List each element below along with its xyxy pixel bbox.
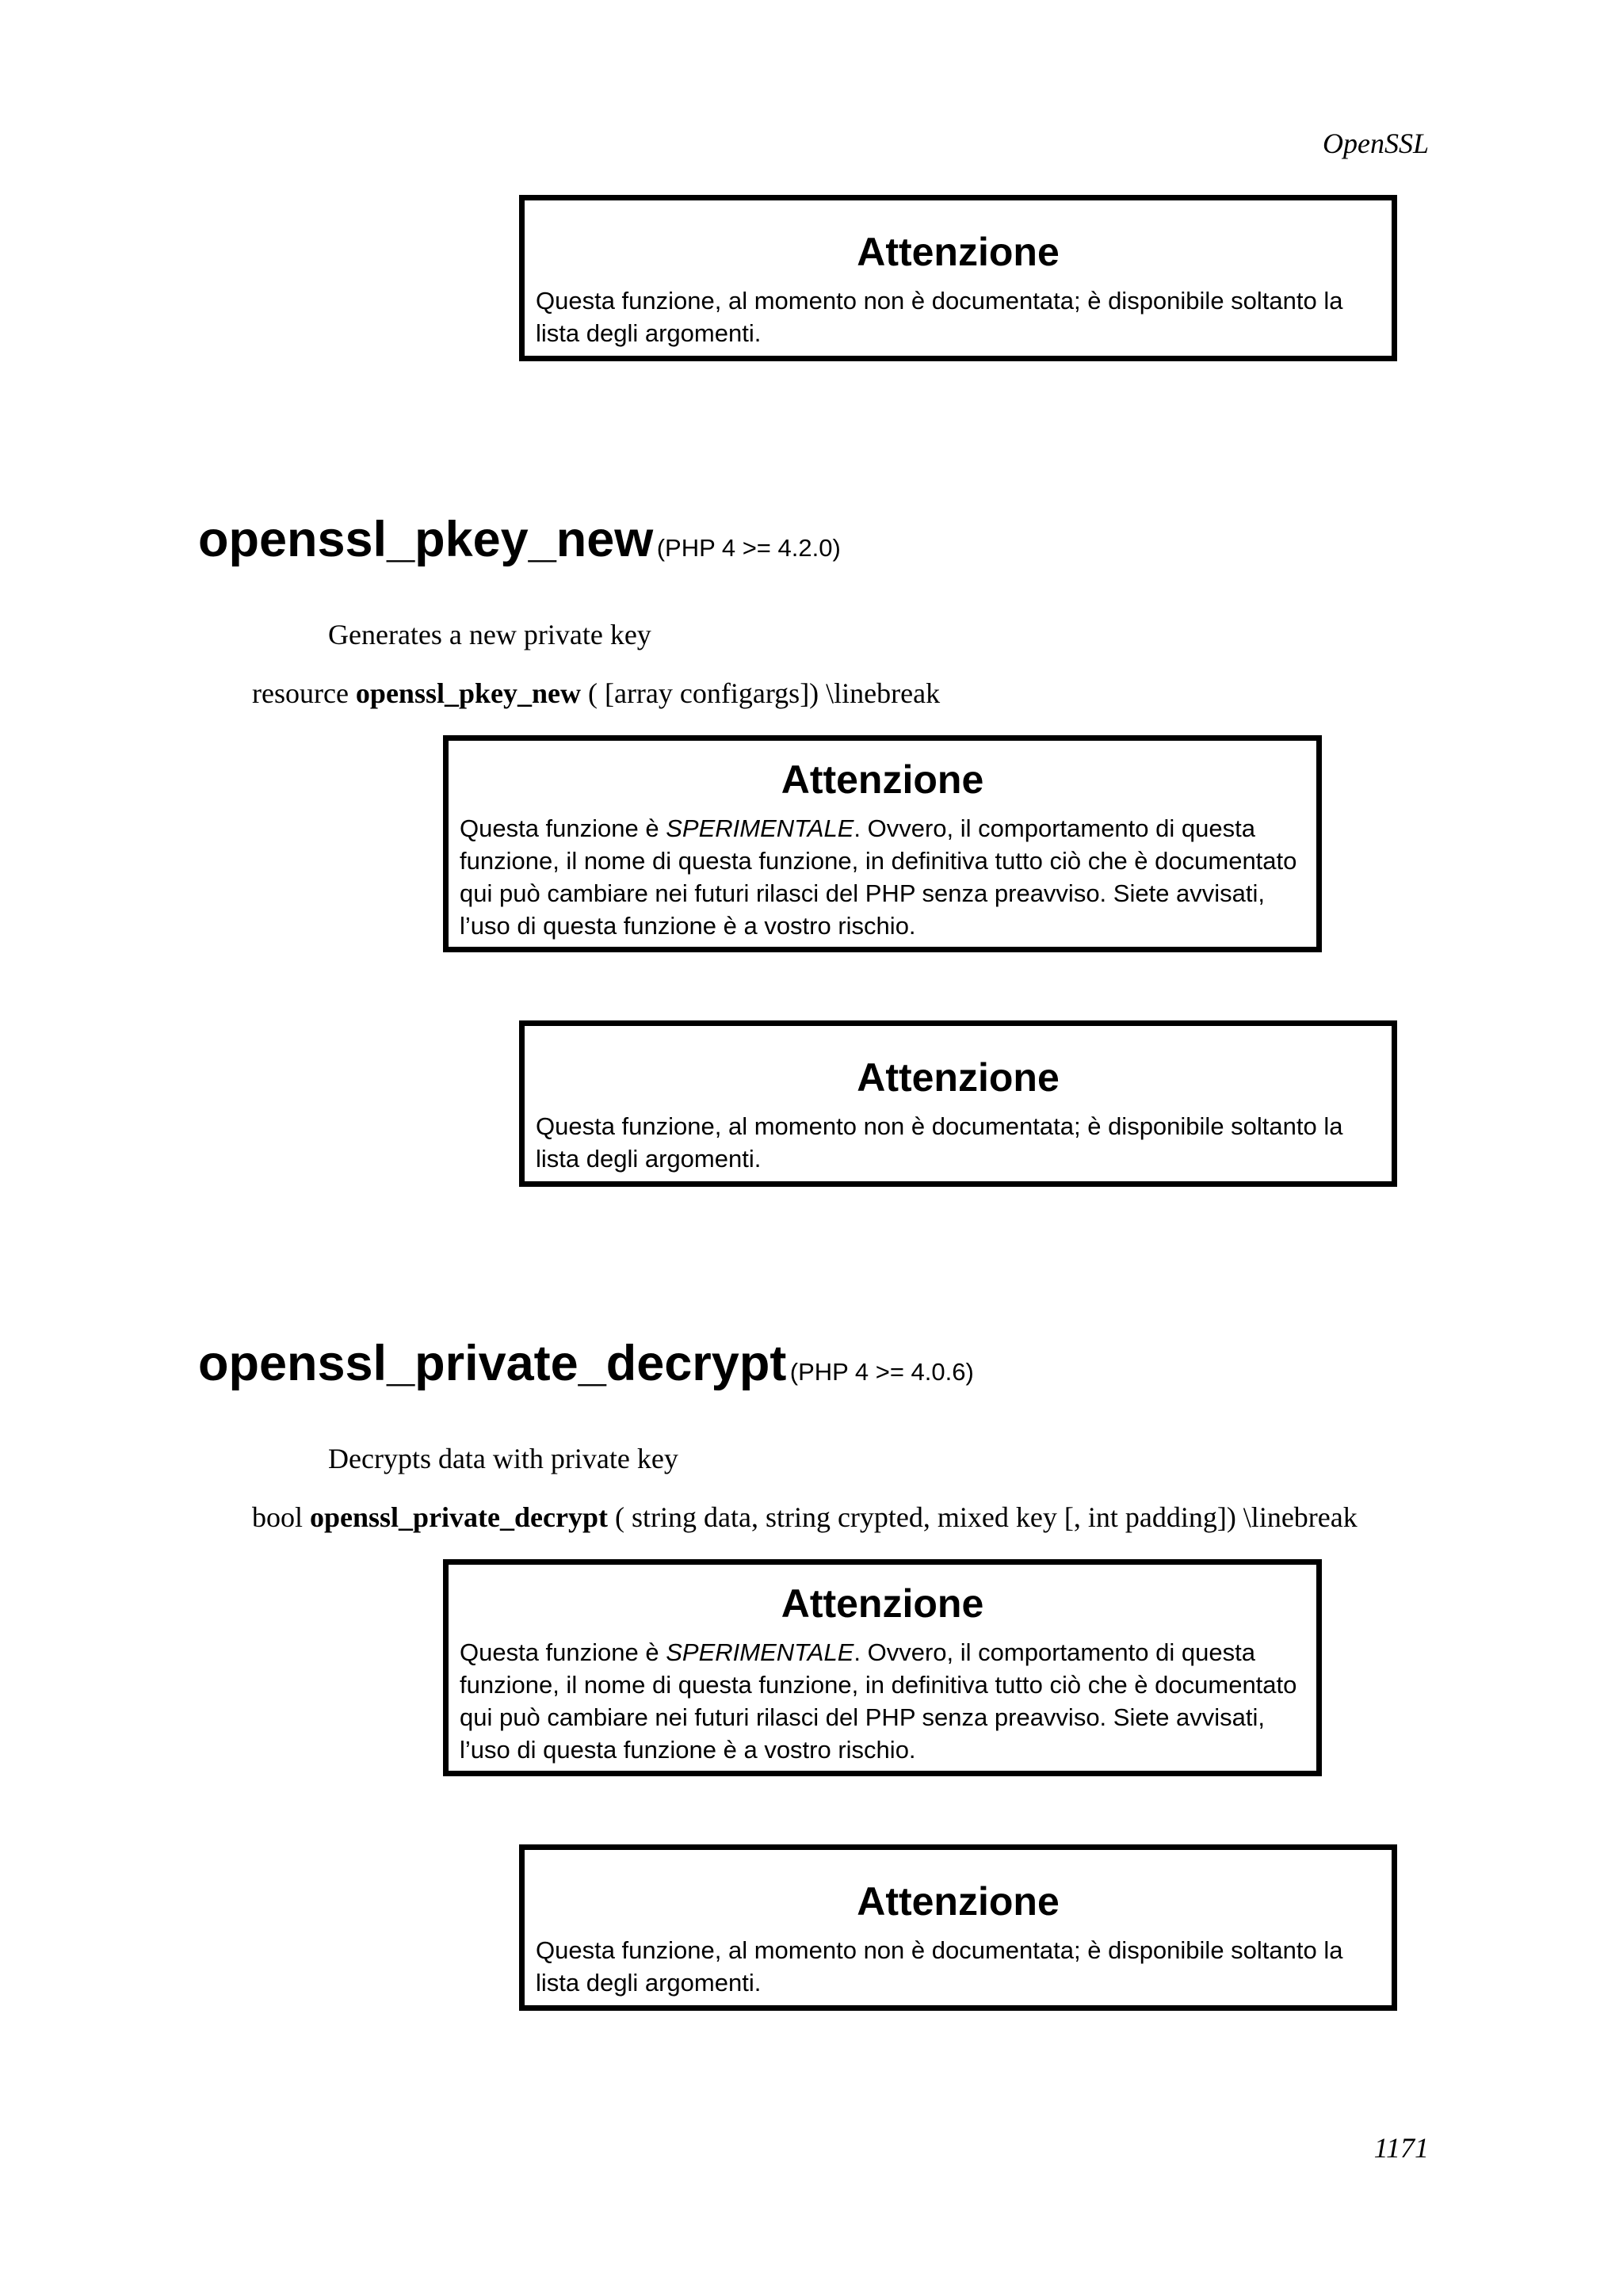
warning-title: Attenzione bbox=[857, 1055, 1060, 1100]
synopsis-params: ( string data, string crypted, mixed key [, int padding]) \linebreak bbox=[615, 1501, 1358, 1533]
warning-box-undocumented bbox=[519, 195, 1397, 361]
synopsis-params: ( [array configargs]) \linebreak bbox=[587, 677, 941, 709]
synopsis-function-name: openssl_private_decrypt bbox=[310, 1501, 608, 1533]
function-synopsis bbox=[252, 677, 940, 710]
function-heading bbox=[198, 1335, 974, 1392]
function-name: openssl_pkey_new bbox=[198, 512, 654, 567]
warning-text: Questa funzione è SPERIMENTALE. Ovvero, il comportamento di questa funzione, il nome di questa funzione, in definitiva tutto ciò che è documentato qui può cambiare nei futuri rilasci del PHP senza preavviso. Siete avvisati, l’uso di questa funzione è a vostro rischio. bbox=[460, 1638, 1297, 1764]
warning-text: Questa funzione, al momento non è documentata; è disponibile soltanto la lista degli argomenti. bbox=[536, 287, 1343, 347]
warning-box-experimental bbox=[443, 1559, 1322, 1776]
function-version: (PHP 4 >= 4.0.6) bbox=[789, 1358, 974, 1386]
warning-text: Questa funzione, al momento non è documentata; è disponibile soltanto la lista degli argomenti. bbox=[536, 1936, 1343, 1997]
warning-title: Attenzione bbox=[857, 1879, 1060, 1924]
return-type: resource bbox=[252, 677, 349, 709]
warning-box-experimental bbox=[443, 735, 1322, 952]
warning-text: Questa funzione è SPERIMENTALE. Ovvero, il comportamento di questa funzione, il nome di questa funzione, in definitiva tutto ciò che è documentato qui può cambiare nei futuri rilasci del PHP senza preavviso. Siete avvisati, l’uso di questa funzione è a vostro rischio. bbox=[460, 814, 1297, 940]
running-header: OpenSSL bbox=[1323, 128, 1429, 159]
experimental-emphasis: SPERIMENTALE bbox=[666, 814, 854, 842]
function-name: openssl_private_decrypt bbox=[198, 1336, 787, 1391]
warning-title: Attenzione bbox=[781, 757, 984, 802]
experimental-emphasis: SPERIMENTALE bbox=[666, 1638, 854, 1666]
warning-title: Attenzione bbox=[857, 230, 1060, 274]
function-purpose: Decrypts data with private key bbox=[328, 1443, 678, 1474]
function-heading bbox=[198, 511, 841, 568]
function-purpose: Generates a new private key bbox=[328, 619, 651, 650]
return-type: bool bbox=[252, 1501, 304, 1533]
function-synopsis bbox=[252, 1501, 1358, 1534]
function-version: (PHP 4 >= 4.2.0) bbox=[656, 534, 841, 562]
warning-title: Attenzione bbox=[781, 1581, 984, 1626]
synopsis-function-name: openssl_pkey_new bbox=[355, 677, 581, 709]
warning-text: Questa funzione, al momento non è documentata; è disponibile soltanto la lista degli argomenti. bbox=[536, 1112, 1343, 1173]
page-number: 1171 bbox=[1373, 2132, 1429, 2164]
warning-box-undocumented bbox=[519, 1020, 1397, 1187]
warning-box-undocumented bbox=[519, 1844, 1397, 2011]
